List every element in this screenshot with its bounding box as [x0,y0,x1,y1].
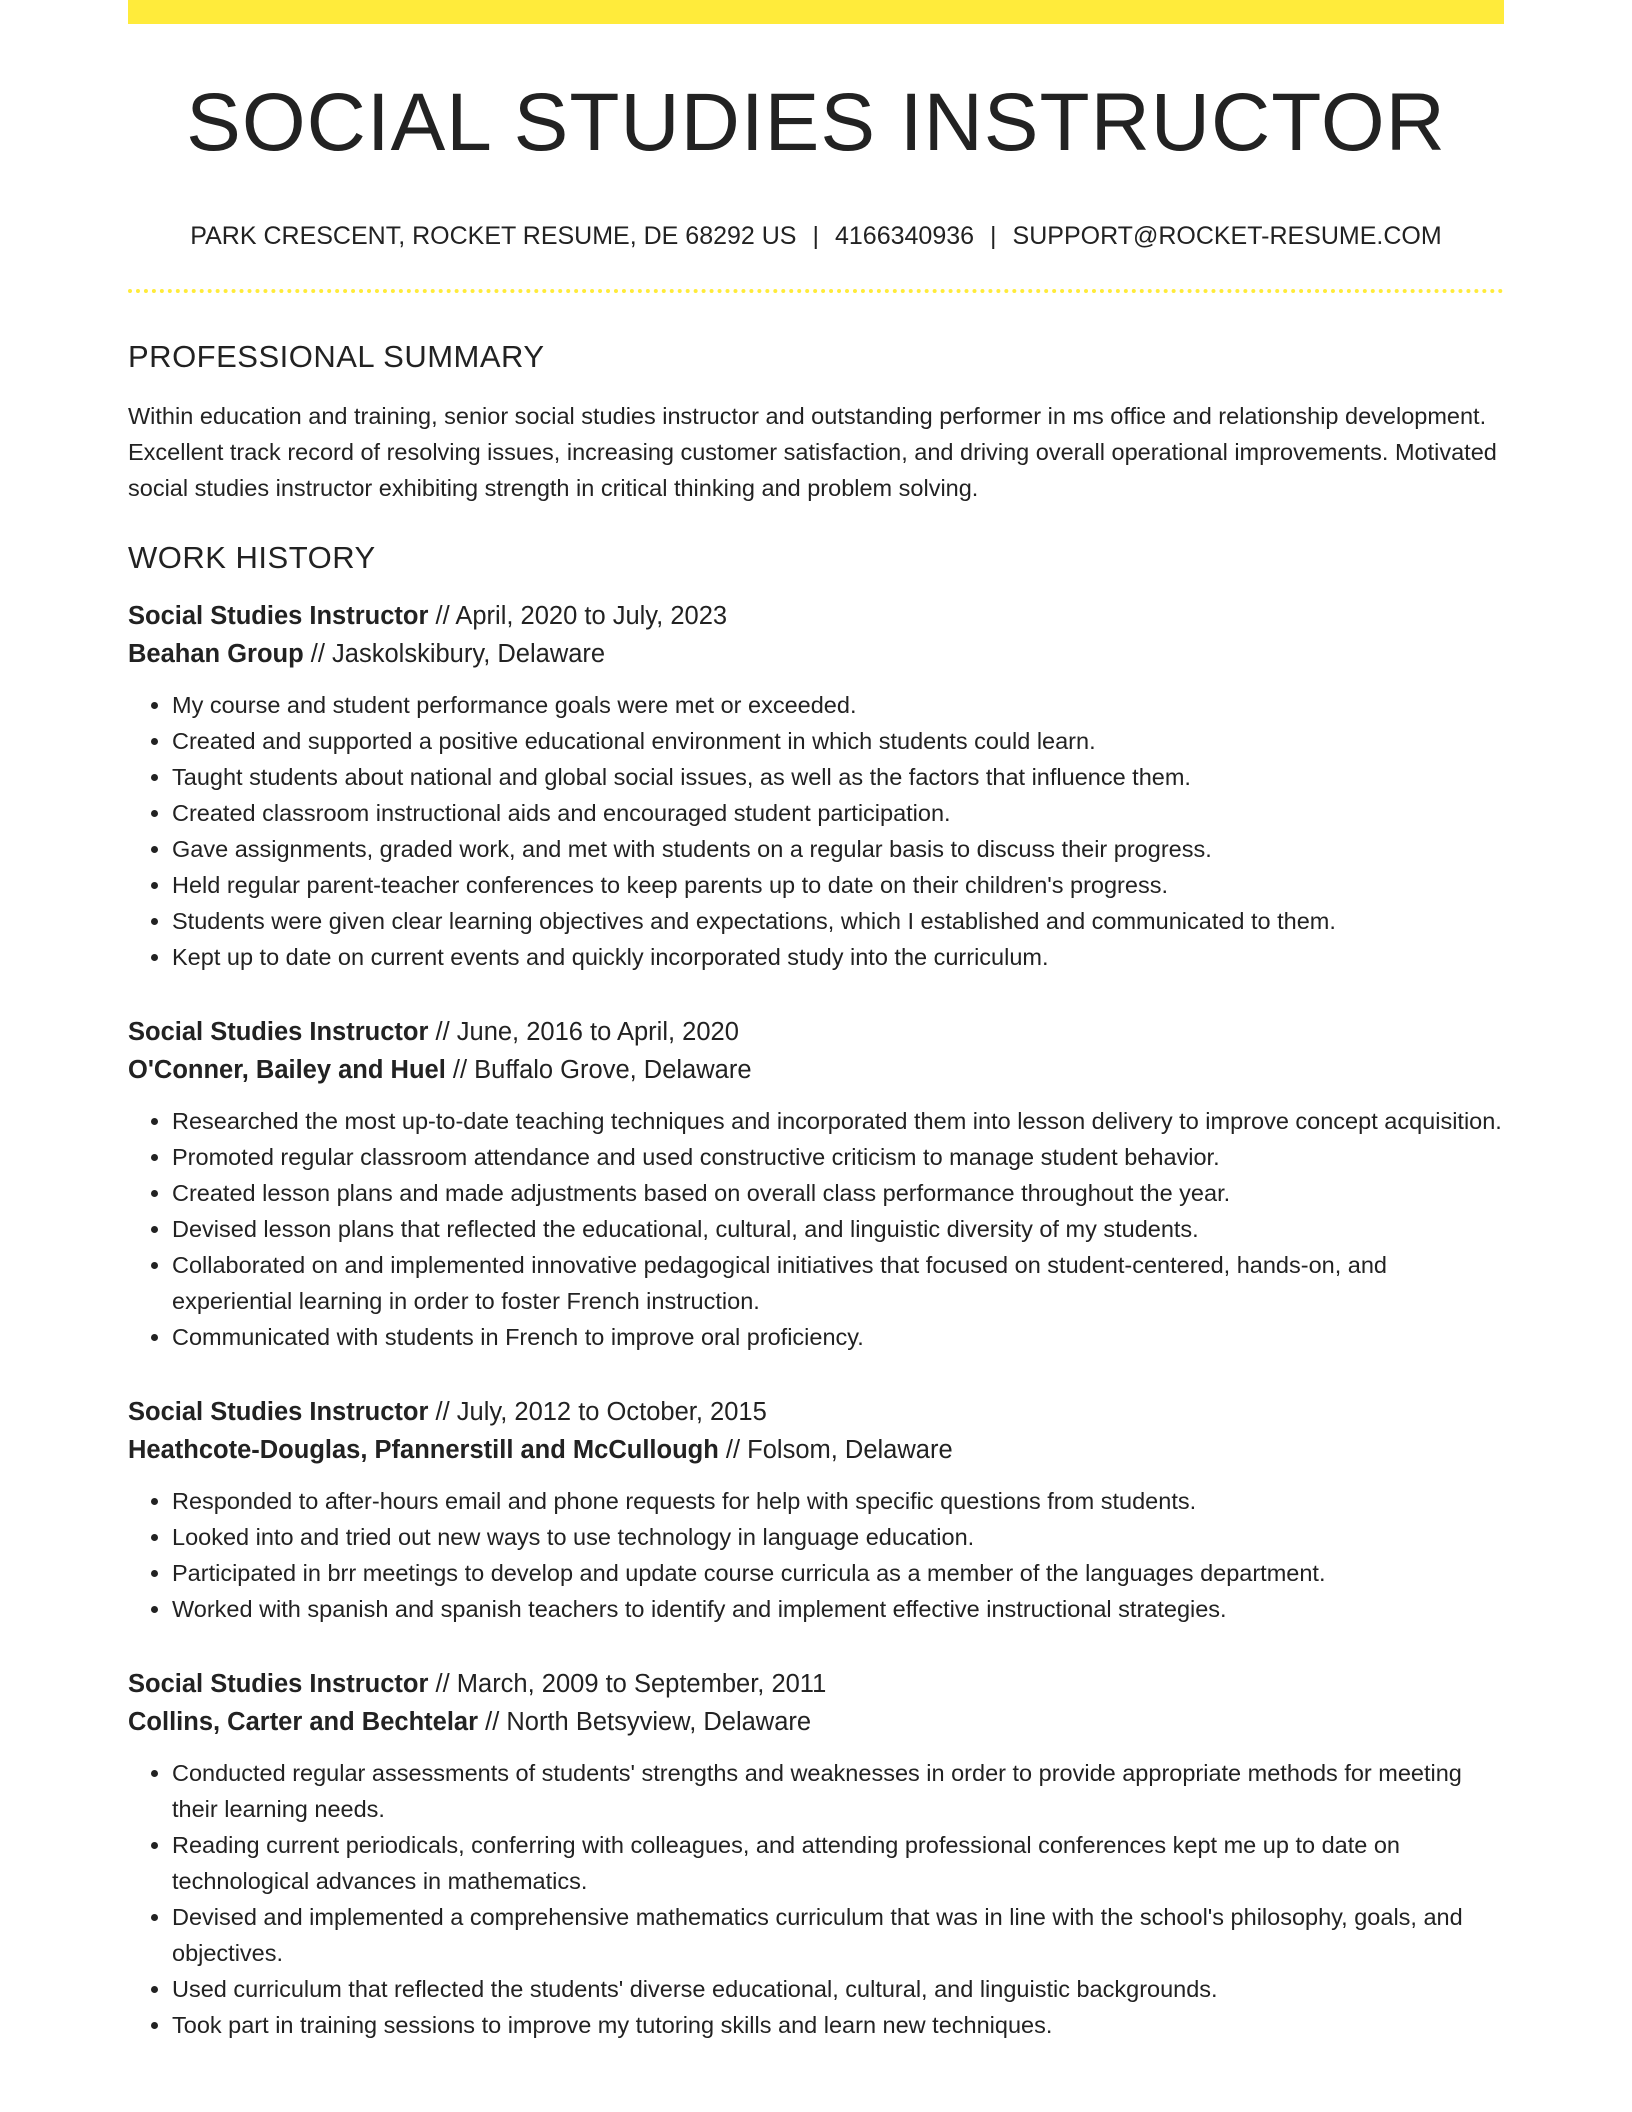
job-title-line [128,597,1504,635]
job-dates: July, 2012 to October, 2015 [456,1398,767,1426]
job-bullet: • My course and student performance goals were met or exceeded. [172,687,1504,723]
job-bullet: • Gave assignments, graded work, and met with students on a regular basis to discuss their progress. [172,831,1504,867]
job-bullet: • Created lesson plans and made adjustments based on overall class performance throughout the year. [172,1175,1504,1211]
job-divider: // [452,1056,468,1084]
job-role: Social Studies Instructor [128,1670,429,1698]
job-divider: // [725,1436,741,1464]
job-divider: // [310,640,325,668]
job-bullet: • Promoted regular classroom attendance and used constructive criticism to manage student behavior. [172,1139,1504,1175]
job-location: North Betsyview, Delaware [506,1708,812,1736]
job-location: Jaskolskibury, Delaware [332,640,606,668]
job-role: Social Studies Instructor [128,1018,429,1046]
job-bullets [128,1103,1504,1355]
job-bullet: • Conducted regular assessments of students' strengths and weaknesses in order to provide appropriate methods for meeting their learning needs. [172,1755,1504,1827]
job-title-line [128,1393,1504,1431]
job-bullet: • Created classroom instructional aids and encouraged student participation. [172,795,1504,831]
job-divider: // [435,1670,450,1698]
job-bullet: • Communicated with students in French to improve oral proficiency. [172,1319,1504,1355]
job-bullet: • Used curriculum that reflected the students' diverse educational, cultural, and linguistic backgrounds. [172,1971,1504,2007]
job-bullet: • Held regular parent-teacher conferences to keep parents up to date on their children's progress. [172,867,1504,903]
job-role: Social Studies Instructor [128,1398,429,1426]
contact-phone: 4166340936 [835,222,975,250]
contact-address: PARK CRESCENT, ROCKET RESUME, DE 68292 US [190,222,797,250]
job-bullet: • Looked into and tried out new ways to use technology in language education. [172,1519,1504,1555]
summary-heading: PROFESSIONAL SUMMARY [128,339,545,374]
job-divider: // [485,1708,500,1736]
job-entry [128,597,1504,975]
job-role: Social Studies Instructor [128,602,429,630]
job-bullet: • Researched the most up-to-date teaching techniques and incorporated them into lesson delivery to improve concept acquisition. [172,1103,1504,1139]
contact-line [128,224,1504,249]
job-company: Beahan Group [128,640,304,668]
job-bullet: • Devised lesson plans that reflected the educational, cultural, and linguistic diversity of my students. [172,1211,1504,1247]
job-entry [128,1665,1504,2043]
job-company: Collins, Carter and Bechtelar [128,1708,479,1736]
dotted-divider [128,289,1504,293]
job-location: Buffalo Grove, Delaware [474,1056,752,1084]
job-divider: // [435,1398,450,1426]
job-bullet: • Worked with spanish and spanish teachers to identify and implement effective instructional strategies. [172,1591,1504,1627]
job-divider: // [435,1018,450,1046]
job-title-line [128,1665,1504,1703]
job-entry [128,1393,1504,1627]
job-bullets [128,687,1504,975]
job-bullet: • Created and supported a positive educational environment in which students could learn. [172,723,1504,759]
job-company: O'Conner, Bailey and Huel [128,1056,446,1084]
job-company: Heathcote-Douglas, Pfannerstill and McCullough [128,1436,719,1464]
job-bullet: • Took part in training sessions to improve my tutoring skills and learn new techniques. [172,2007,1504,2043]
summary-text: Within education and training, senior social studies instructor and outstanding performer in ms office and relationship development. Excellent track record of resolving issues, increasing customer satisfaction, and driving overall operational improvements. Motivated social studies instructor exhibiting strength in critical thinking and problem solving. [128,403,1497,501]
job-bullet: • Collaborated on and implemented innovative pedagogical initiatives that focused on student-centered, hands-on, and experiential learning in order to foster French instruction. [172,1247,1504,1319]
job-bullets [128,1483,1504,1627]
job-bullet: • Devised and implemented a comprehensive mathematics curriculum that was in line with the school's philosophy, goals, and objectives. [172,1899,1504,1971]
job-divider: // [435,602,450,630]
job-company-line [128,1431,1504,1469]
job-dates: April, 2020 to July, 2023 [455,602,728,630]
contact-separator: | [812,222,819,250]
job-company-line [128,1703,1504,1741]
accent-bar [128,0,1504,24]
work-history-heading: WORK HISTORY [128,540,376,575]
resume-page [128,0,1504,2043]
candidate-title: SOCIAL STUDIES INSTRUCTOR [186,77,1446,168]
job-bullet: • Kept up to date on current events and quickly incorporated study into the curriculum. [172,939,1504,975]
job-location: Folsom, Delaware [747,1436,953,1464]
job-company-line [128,1051,1504,1089]
job-bullet: • Taught students about national and global social issues, as well as the factors that influence them. [172,759,1504,795]
job-title-line [128,1013,1504,1051]
job-bullet: • Responded to after-hours email and phone requests for help with specific questions from students. [172,1483,1504,1519]
job-dates: March, 2009 to September, 2011 [456,1670,827,1698]
job-company-line [128,635,1504,673]
job-entry [128,1013,1504,1355]
work-history-list [128,597,1504,2043]
job-bullets [128,1755,1504,2043]
job-dates: June, 2016 to April, 2020 [456,1018,739,1046]
contact-separator: | [990,222,997,250]
job-bullet: • Students were given clear learning objectives and expectations, which I established and communicated to them. [172,903,1504,939]
job-bullet: • Participated in brr meetings to develop and update course curricula as a member of the languages department. [172,1555,1504,1591]
contact-email: SUPPORT@ROCKET-RESUME.COM [1012,222,1442,250]
job-bullet: • Reading current periodicals, conferring with colleagues, and attending professional conferences kept me up to date on technological advances in mathematics. [172,1827,1504,1899]
